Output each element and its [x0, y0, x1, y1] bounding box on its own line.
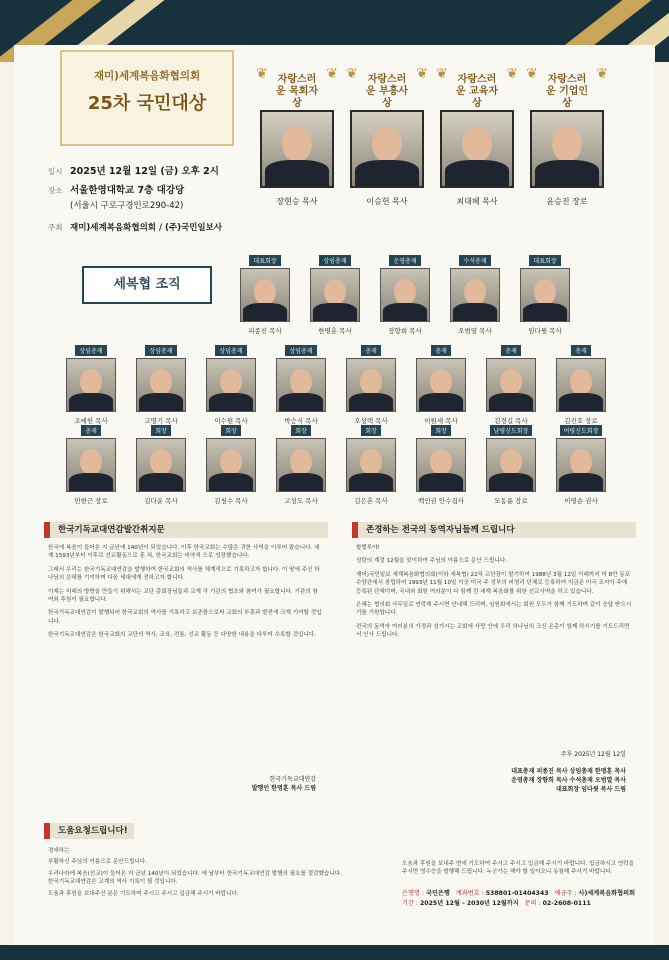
member-name: 모동륜 장로: [494, 497, 528, 505]
org-member: [202, 338, 260, 425]
section1-heading: 한국기독교대연감발간취지문: [44, 522, 328, 538]
award-photo: [260, 110, 334, 188]
place-value: 서울한영대학교 7층 대강당: [70, 185, 185, 196]
org-member: [236, 248, 294, 335]
org-member: [132, 338, 190, 425]
member-name: 김다운 목사: [144, 497, 178, 505]
org-member: [516, 248, 574, 335]
org-label: 세복협 조직: [82, 266, 212, 304]
laurel-icon: ❦: [326, 66, 338, 82]
member-photo: [486, 438, 536, 492]
laurel-icon: ❦: [596, 66, 608, 82]
org-member: [272, 418, 330, 505]
event-org: 재미)세계복음화협의회: [93, 70, 201, 82]
member-role: 회장: [431, 425, 451, 436]
org-member: [342, 338, 400, 425]
paragraph: 성탄의 계절 12월을 맞이하여 주님의 이름으로 문안 드립니다.: [356, 558, 508, 565]
place-key: 장소: [48, 186, 63, 195]
member-name: 장향희 목사: [388, 327, 422, 335]
greeting: 할렐루야!: [356, 545, 380, 551]
member-name: 고성도 목사: [284, 497, 318, 505]
org-member: [552, 338, 610, 425]
member-photo: [556, 438, 606, 492]
org-member: [132, 418, 190, 505]
date-key: 일시: [48, 167, 63, 176]
event-info: [48, 164, 248, 236]
section2-body: [356, 544, 632, 645]
paragraph: 이제는 미래의 방향을 만들기 위해서는 교단 총회장님들과 교계 각 기관의 협조와 참여가 필요합니다. 기관의 참여와 후원이 필요합니다.: [48, 588, 318, 604]
section2-signature: 주후 2025년 12월 12일 대표총재 피종진 목사 상임총재 한명훈 목사 운영총재 장향희 목사 수석총재 오범열 목사 대표회장 임다윗 목사 드림: [511, 751, 626, 793]
laurel-icon: ❦: [526, 66, 538, 82]
member-photo: [346, 438, 396, 492]
member-name: 백인권 안수집사: [417, 497, 465, 505]
host-key: 주최: [48, 223, 63, 232]
paragraph: 은혜는 협의회 사무실로 연락해 주시면 안내해 드리며, 임원회에서는 회원 모두가 함께 기도하며 같이 응답 받으시기를 기원합니다.: [356, 602, 632, 617]
member-name: 조에헌 목사: [74, 417, 108, 425]
member-name: 박승식 목사: [284, 417, 318, 425]
org-member: [62, 418, 120, 505]
section3-right: 도움과 후원을 보내주 변에 기도하여 주시고 주시고 입금해 주시기 바랍니다. 입금하시고 연락을 주시면 영수증을 발행해 드립니다. 누군가는 해야 할 일이오니 동참해 주시기 바랍니다.: [402, 861, 635, 876]
org-member: [342, 418, 400, 505]
member-role: 총재: [501, 345, 521, 356]
member-photo: [206, 358, 256, 412]
member-name: 김은혼 목사: [354, 497, 388, 505]
member-role: 대표회장: [249, 255, 280, 266]
member-photo: [416, 438, 466, 492]
member-photo: [240, 268, 290, 322]
member-photo: [416, 358, 466, 412]
paragraph: 재미)국민일보 세계복음화협의회(이하 세복협) 22차 교단장이 발기하여 1988년 3월 12일 이래까지 미 8만 동포 수양관에서 창립하여 1993년 11월 10일 이곳 미국 주 정부의 비영리 단체로 등록하여 지금은 미국 조지아 주에 등록된 단체이며, 국내외 회원 여러분이 다 함께 전 세계 복음화를 위한 선교사역을 하고 있습니다.: [356, 571, 631, 595]
member-role: 상임총재: [145, 345, 176, 356]
award-card: [252, 66, 342, 207]
member-name: 한명훈 목사: [318, 327, 352, 335]
laurel-icon: ❦: [346, 66, 358, 82]
member-name: 임다윗 목사: [528, 327, 562, 335]
section2-heading: 존경하는 전국의 동역자님들께 드립니다: [352, 522, 636, 538]
award-label: ❦ 자랑스러운 부흥사상 ❦: [346, 66, 428, 109]
bottom-banner: [0, 945, 669, 960]
org-member: [446, 248, 504, 335]
paragraph: 한국에 복음이 들어온 지 금년에 140년이 되었습니다. 이후 한국교회는 수많은 귀한 사역을 이루어 왔습니다. 세계 1593년부터 이후로 선교활동으로 훈 쳐, 한국교회는 비약적 으로 성장했습니다.: [48, 545, 320, 560]
member-photo: [346, 358, 396, 412]
member-photo: [276, 438, 326, 492]
award-label: ❦ 자랑스러운 목회자상 ❦: [256, 66, 338, 109]
member-role: 회장: [221, 425, 241, 436]
member-photo: [556, 358, 606, 412]
org-member: [202, 418, 260, 505]
org-member: [376, 248, 434, 335]
section3-heading: 도움요청드립니다!: [44, 823, 134, 839]
date-value: 2025년 12월 12일 (금) 오후 2시: [70, 166, 219, 177]
laurel-icon: ❦: [436, 66, 448, 82]
laurel-icon: ❦: [506, 66, 518, 82]
member-name: 고명기 목사: [144, 417, 178, 425]
award-card: [432, 66, 522, 207]
org-member: [412, 418, 470, 505]
member-name: 오성택 목사: [354, 417, 388, 425]
member-role: 회장: [291, 425, 311, 436]
member-photo: [206, 438, 256, 492]
member-role: 총재: [361, 345, 381, 356]
org-member: [482, 418, 540, 505]
event-title-panel: [60, 50, 234, 146]
member-name: 민현근 장로: [74, 497, 108, 505]
award-label: ❦ 자랑스러운 교육자상 ❦: [436, 66, 518, 109]
member-photo: [66, 438, 116, 492]
paragraph: 한국기독교대연감이 발행되어 한국교회의 역사를 기록하고 보존함으로써 교회의 부흥과 발전에 크게 기여할 것입니다.: [48, 610, 322, 625]
place-address: (서울시 구로구경인로290-42): [70, 201, 184, 211]
member-photo: [136, 438, 186, 492]
member-photo: [66, 358, 116, 412]
award-name: 최대혜 목사: [456, 197, 498, 206]
org-member: [482, 338, 540, 425]
member-role: 수석총재: [459, 255, 490, 266]
award-card: [522, 66, 612, 207]
member-role: 여평신도회장: [560, 425, 603, 436]
host-value: 재미)세계복음화협의회 / (주)국민일보사: [70, 223, 223, 233]
event-title: 25차 국민대상: [87, 93, 207, 114]
member-role: 총재: [81, 425, 101, 436]
member-role: 상임총재: [75, 345, 106, 356]
member-name: 김진호 장로: [564, 417, 598, 425]
member-role: 회장: [151, 425, 171, 436]
member-photo: [136, 358, 186, 412]
award-label: ❦ 자랑스러운 기업인상 ❦: [526, 66, 608, 109]
member-name: 김청수 목사: [214, 497, 248, 505]
member-role: 상임총재: [319, 255, 350, 266]
member-photo: [380, 268, 430, 322]
org-member: [62, 338, 120, 425]
paragraph: 한국기독교대연감은 한국교회의 교단의 역사, 교육, 전통, 선교 활동 등 다양한 내용을 다루어 수록할 것입니다.: [48, 632, 316, 639]
award-card: [342, 66, 432, 207]
member-role: 상임총재: [215, 345, 246, 356]
member-photo: [486, 358, 536, 412]
member-role: 총재: [431, 345, 451, 356]
section1-signature: 한국기독교대연감 발행인 한명훈 목사 드림: [251, 776, 316, 792]
award-name: 이승헌 목사: [366, 197, 408, 206]
member-role: 회장: [361, 425, 381, 436]
paragraph: 도움과 후원을 보내주신 분은 기도하며 주시고 주시고 입금해 주시기 바랍니다.: [48, 890, 239, 897]
paragraph: 부활하신 주님의 이름으로 문안드립니다.: [48, 859, 147, 866]
laurel-icon: ❦: [256, 66, 268, 82]
award-photo: [350, 110, 424, 188]
award-photo: [440, 110, 514, 188]
section1-body: [48, 544, 322, 645]
member-name: 이영순 권사: [564, 497, 598, 505]
org-member: [306, 248, 364, 335]
org-member: [552, 418, 610, 505]
member-role: 대표회장: [529, 255, 560, 266]
award-name: 윤승진 장로: [546, 197, 588, 206]
member-name: 피종진 목사: [248, 327, 282, 335]
section3-body: [48, 847, 348, 903]
member-photo: [450, 268, 500, 322]
member-role: 총재: [571, 345, 591, 356]
award-name: 장현승 목사: [276, 197, 318, 206]
member-photo: [276, 358, 326, 412]
member-photo: [520, 268, 570, 322]
paragraph: 우리나라에 복음(선교)이 들어온 지 금년 140년이 되었습니다. 에 날부터 한국기독교대연감 발행의 필요를 절감했습니다. 한국기독교대연감은 교계의 역사 기록이 될 것입니다.: [48, 870, 342, 886]
org-member: [272, 338, 330, 425]
member-photo: [310, 268, 360, 322]
member-name: 이수원 목사: [214, 417, 248, 425]
member-name: 김경길 목사: [494, 417, 528, 425]
member-name: 오범열 목사: [458, 327, 492, 335]
member-role: 상임총재: [285, 345, 316, 356]
member-role: 남평신도회장: [490, 425, 533, 436]
bank-info: 은행명 : 국민은행 계좌번호 : 538801-01404343 예금주 : 사)세계복음화협의회 기간 : 2025년 12월 - 2030년 12월까지 문의 : 02-2608-0111: [402, 890, 636, 907]
salute: 경애하는: [48, 848, 70, 854]
paragraph: 그래서 우리는 한국기독교대연감을 발행하여 한국교회의 역사를 체계적으로 기록하고자 합니다. 이 땅에 주신 하나님의 은혜를 기억하며 다음 세대에게 전하고자 합니다.: [48, 566, 320, 582]
award-photo: [530, 110, 604, 188]
member-name: 이원세 목사: [424, 417, 458, 425]
member-role: 운영총재: [389, 255, 420, 266]
paragraph: 전국의 동역자 여러분의 가정과 섬기시는 교회에 사랑 안에 우리 하나님의 크신 은총이 함께 하시기를 기도드리면서 인사 드립니다.: [356, 623, 630, 639]
org-member: [412, 338, 470, 425]
laurel-icon: ❦: [416, 66, 428, 82]
